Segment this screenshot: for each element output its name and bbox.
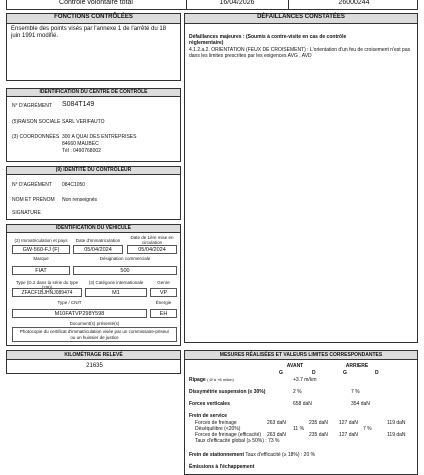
avant-d: D — [312, 370, 316, 376]
defaillances-section — [184, 13, 418, 343]
forces-vert-ar: 354 daN — [351, 401, 370, 407]
desequilibre-label: Déséquilibre (<20%) — [195, 426, 241, 432]
fe-av-d: 235 daN — [309, 432, 328, 438]
ff-av-g: 263 daN — [267, 420, 286, 426]
ripage-label: Ripage ( Ø à +8 m/km) — [189, 377, 234, 383]
dissym-susp-label: Dissymétrie suspension (≤ 30%) — [189, 389, 266, 395]
mesures-header: MESURES RÉALISÉES ET VALEURS LIMITES CORRESPONDANTES — [185, 351, 417, 360]
fonctions-header: FONCTIONS CONTRÔLÉES — [7, 14, 180, 24]
defaillance-item: 4.1.2.a.2. ORIENTATION (FEUX DE CROISEMENT) : L'orientation d'un feu de croisement n'est pas dans les limites prescrites par les exigences AVG , AVD — [189, 47, 411, 59]
energie-value: EH — [150, 309, 177, 318]
centre-section — [6, 88, 181, 162]
documents-label: Document(s) présenté(s) — [69, 321, 120, 326]
designation-value: 500 — [73, 266, 177, 275]
emissions-label: Émissions à l'échappement — [189, 464, 255, 470]
controleur-header: (9) IDENTITÉ DU CONTRÔLEUR — [7, 167, 180, 175]
controleur-agrement-value: 084C1050 — [62, 182, 86, 188]
date-immat-label: Date d'immatriculation — [75, 238, 121, 243]
signature-label: SIGNATURE — [12, 210, 41, 216]
control-date: 16/04/2026 — [219, 0, 255, 6]
coord-line3: Tél : 0490768002 — [62, 148, 101, 154]
type-cert-value: ZFACF1BJHNJ089474 — [12, 288, 82, 297]
forces-vert-av: 658 daN — [293, 401, 312, 407]
taux-label: Taux d'efficacité global (≥ 50%) : 73 % — [195, 438, 280, 444]
avant-g: G — [279, 370, 283, 376]
defaillances-title: Défaillances majeures : (Soumis à contre-visite en cas de contrôle réglementaire) — [189, 34, 347, 46]
fe-ar-d: 119 daN — [387, 432, 406, 438]
fonctions-section — [6, 13, 181, 81]
fe-ar-g: 127 daN — [339, 432, 358, 438]
energie-label: Énergie — [155, 300, 172, 305]
categorie-value: M1 — [85, 288, 147, 297]
categorie-label: (3) Catégorie internationale — [88, 280, 144, 285]
genre-label: Genre — [157, 280, 170, 285]
fonctions-text: Ensemble des points visés par l'annexe 1 de l'arrêté du 18 juin 1991 modifié. — [11, 26, 167, 39]
raison-label: (5)RAISON SOCIALE — [12, 119, 61, 125]
ff-av-d: 235 daN — [309, 420, 328, 426]
immat-value: GW-560-FJ (F) — [12, 245, 70, 254]
vehicule-section — [6, 224, 181, 346]
arriere-d: D — [375, 370, 379, 376]
dissym-susp-ar: 7 % — [351, 389, 360, 395]
forces-vert-label: Forces verticales — [189, 401, 230, 407]
type-cnit-value: M10FATVP298Y598 — [12, 309, 147, 318]
date-circ-value: 05/04/2024 — [127, 245, 177, 254]
date-circ-label: Date de 1ère mise en circulation — [130, 235, 174, 245]
km-header: KILOMÉTRAGE RELEVÉ — [7, 351, 180, 360]
frein-service-label: Frein de service — [189, 413, 228, 419]
avant-label: AVANT — [286, 363, 304, 369]
centre-agrement-label: N° D'AGRÉMENT — [12, 103, 52, 109]
centre-agrement-value: S084T149 — [62, 101, 95, 108]
des-ar: 7 % — [363, 426, 372, 432]
nom-value: Non renseignés — [62, 197, 98, 203]
coord-label: (3) COORDONNÉES — [12, 134, 60, 140]
arriere-label: ARRIERE — [345, 363, 369, 369]
km-value: 21635 — [86, 363, 103, 369]
des-av: 11 % — [293, 426, 305, 432]
controleur-agrement-label: N° D'AGRÉMENT — [12, 182, 52, 188]
control-type: Contrôle volontaire total — [59, 0, 133, 6]
defaillances-header: DÉFAILLANCES CONSTATÉES — [185, 14, 417, 24]
documents-value: Photocopie du certificat d'immatriculation visée par un commissaire-priseur ou un huissier de justice — [12, 327, 177, 342]
fe-av-g: 263 daN — [267, 432, 286, 438]
controleur-section — [6, 166, 181, 220]
top-strip — [6, 0, 418, 10]
ripage-value: +3.7 m/km — [293, 377, 317, 383]
immat-label: (2) Immatriculation et pays — [14, 238, 68, 243]
coord-line1: 300 A QUAI DES ENTREPRISES — [62, 134, 137, 140]
dissym-susp-av: 2 % — [293, 389, 302, 395]
nom-label: NOM ET PRÉNOM — [12, 197, 55, 203]
ff-ar-g: 127 daN — [339, 420, 358, 426]
type-cert-label: Type (D.2 dans la série du type (2/8)) — [15, 280, 79, 290]
vehicule-header: IDENTIFICATION DU VÉHICULE — [7, 225, 180, 233]
forces-freinage-label: Forces de freinage — [195, 420, 237, 426]
arriere-g: G — [343, 370, 347, 376]
date-immat-value: 05/04/2024 — [73, 245, 123, 254]
type-cnit-label: Type / CNIT — [57, 300, 82, 305]
raison-value: SARL VERIFAUTO — [62, 119, 105, 125]
forces-eff-label: Forces de freinage (efficacité) — [195, 432, 262, 438]
marque-value: FIAT — [12, 266, 70, 275]
genre-value: VP — [150, 288, 177, 297]
marque-label: Marque — [33, 256, 49, 261]
coord-line2: 84660 MAUBEC — [62, 141, 99, 147]
km-section — [6, 350, 181, 374]
designation-label: Désignation commerciale — [99, 256, 151, 261]
mesures-section — [184, 350, 418, 475]
report-number: 26000244 — [338, 0, 370, 6]
ff-ar-d: 119 daN — [387, 420, 406, 426]
centre-header: IDENTIFICATION DU CENTRE DE CONTRÔLE — [7, 89, 180, 97]
frein-stat-label: Frein de stationnement Taux d'efficacité (≥ 18%) : 20 % — [189, 452, 316, 458]
